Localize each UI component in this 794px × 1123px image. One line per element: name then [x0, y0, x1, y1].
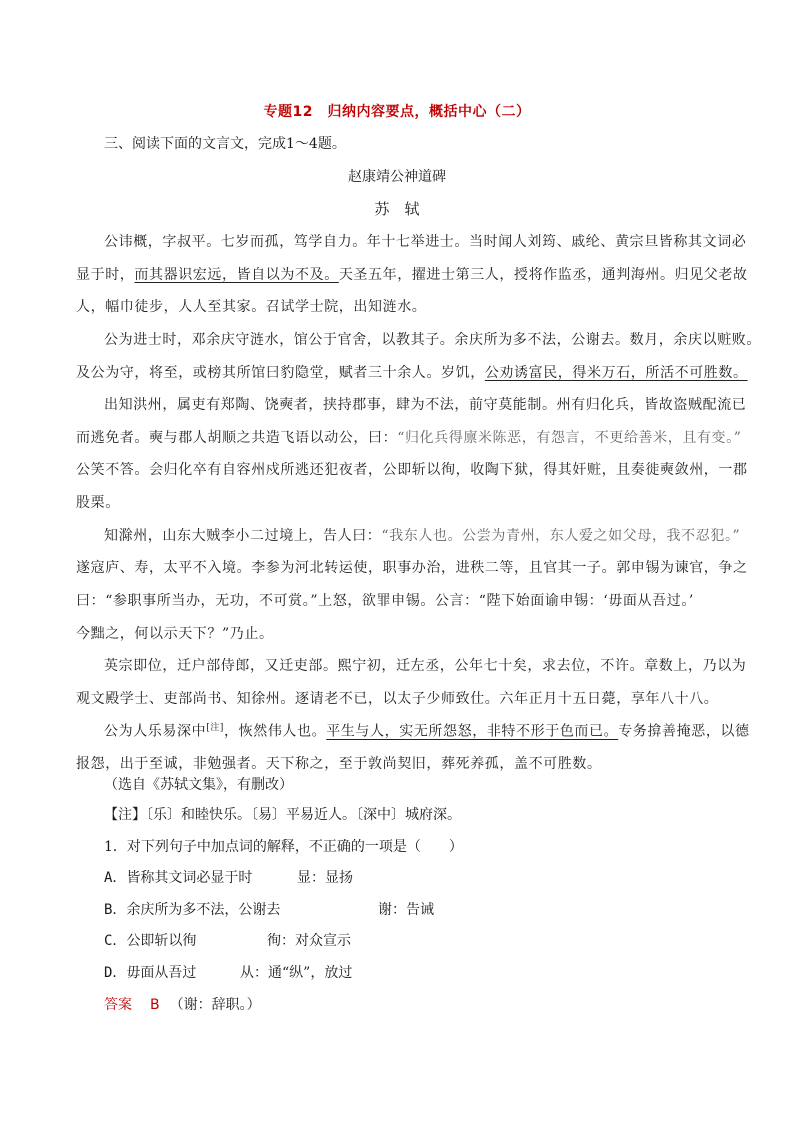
paragraph-text: 公笑不答。会归化卒有自容州戍所逃还犯夜者，公即斩以徇，收陶下狱，得其奸赃，且奏徙奭敛州，一郡	[76, 462, 748, 478]
paragraph-4-line-4	[76, 623, 716, 643]
paragraph-text: 英宗即位，迁户部侍郎，又迁吏部。熙宁初，迁左丞，公年七十矣，求去位，不许。章数上，乃以为	[104, 658, 747, 674]
paragraph-text: 股栗。	[76, 495, 120, 511]
option-letter: D．	[104, 965, 127, 981]
paragraph-text: 曰：“参职事所当办，无功，不可赏。”上怒，欲罪申锡。公言：“陛下始面谕申锡：‘毋面从吾过。’	[76, 593, 694, 609]
footnote-marker: [注]	[206, 723, 225, 733]
document-title: 专题12 归纳内容要点，概括中心（二）	[263, 104, 531, 120]
paragraph-6-line-1	[104, 720, 750, 741]
paragraph-5-line-2	[76, 688, 719, 708]
essay-author: 苏 轼	[374, 200, 420, 218]
option-d-gloss: 从：通“纵”，放过	[240, 965, 353, 981]
instruction: 三、阅读下面的文言文，完成1～4题。	[104, 136, 346, 152]
paragraph-5-line-1	[104, 655, 747, 675]
paragraph-3-line-4	[76, 492, 716, 512]
option-b	[104, 899, 280, 919]
underlined-sentence: 公劝诱富民，得米万石，所活不可胜数。	[484, 365, 748, 381]
underlined-sentence: 平生与人，实无所怨怒，非特不形于色而已。	[326, 723, 619, 740]
option-sentence: 皆称其文词必显于时	[126, 870, 253, 886]
paragraph-4-line-1	[104, 525, 741, 545]
paragraph-text: 报怨，出于至诚，非勉强者。天下称之，至于敦尚契旧，葬死养孤，盖不可胜数。	[76, 756, 602, 772]
question-1: 1．对下列句子中加点词的解释，不正确的一项是（ ）	[104, 839, 463, 855]
option-a	[104, 867, 252, 887]
footnote: 【注】〔乐〕和睦快乐。〔易〕平易近人。〔深中〕城府深。	[104, 807, 461, 823]
quoted-speech: “归化兵得廪米陈恶，有怨言，不更给善米，且有变。”	[397, 430, 742, 446]
paragraph-3-line-1	[104, 394, 747, 414]
paragraph-3-line-3	[76, 459, 748, 479]
paragraph-text: 及公为守，将至，或榜其所馆曰豹隐堂，赋者三十余人。岁饥，	[76, 365, 485, 381]
option-letter: B．	[104, 902, 127, 918]
source-citation: （选自《苏轼文集》，有删改）	[104, 777, 293, 793]
option-a-gloss: 显：显扬	[297, 870, 353, 886]
paragraph-text: 观文殿学士、吏部尚书、知徐州。逐请老不已，以太子少师致仕。六年正月十五日薨，享年八十八。	[76, 691, 719, 707]
option-letter: C．	[104, 933, 127, 949]
paragraph-1-line-3	[76, 296, 716, 316]
paragraph-text: 公为进士时，邓余庆守涟水，馆公于官舍，以教其子。余庆所为多不法，公谢去。数月，余庆以赃败。	[104, 332, 761, 348]
paragraph-text: 知滁州，山东大贼李小二过境上，告人曰：	[104, 528, 382, 544]
paragraph-4-line-3	[76, 590, 716, 610]
paragraph-1-line-1	[104, 231, 747, 251]
option-d	[104, 962, 196, 982]
option-c-gloss: 徇：对众宣示	[267, 933, 351, 949]
option-c	[104, 930, 196, 950]
option-sentence: 毋面从吾过	[126, 965, 197, 981]
answer-line	[104, 994, 261, 1014]
paragraph-text: 而逃免者。奭与郡人胡顺之共造飞语以动公，曰：	[76, 430, 398, 446]
paragraph-text: 人，幅巾徒步，人人至其家。召试学士院，出知涟水。	[76, 299, 427, 315]
paragraph-text: 公讳概，字叔平。七岁而孤，笃学自力。年十七举进士。当时闻人刘筠、戚纶、黄宗旦皆称其文词必	[104, 234, 747, 250]
option-b-gloss: 谢：告诫	[378, 902, 434, 918]
paragraph-text: 出知洪州，属吏有郑陶、饶奭者，挟持郡事，肆为不法，前守莫能制。州有归化兵，皆故盗贼配流已	[104, 397, 747, 413]
paragraph-text: 遂寇庐、寿，太平不入境。李参为河北转运使，职事办治，进秩二等，且官其一子。郭申锡为谏官，争之	[76, 560, 748, 576]
quoted-speech: “我东人也。公尝为青州，东人爱之如父母，我不忍犯。”	[381, 528, 741, 544]
paragraph-text: 公为人乐易深中	[104, 723, 207, 740]
essay-title: 赵康靖公神道碑	[348, 169, 446, 185]
paragraph-text: 显于时，	[76, 267, 135, 283]
paragraph-6-line-2	[76, 753, 716, 773]
option-letter: A．	[104, 870, 127, 886]
paragraph-text: 今黜之，何以示天下？”乃止。	[76, 626, 274, 642]
paragraph-text: 天圣五年，擢进士第三人，授将作监丞，通判海州。归见父老故	[338, 267, 748, 283]
paragraph-text: 专务揜善掩恶，以德	[618, 723, 750, 740]
option-sentence: 余庆所为多不法，公谢去	[126, 902, 281, 918]
paragraph-2-line-2	[76, 362, 748, 382]
paragraph-2-line-1	[104, 329, 761, 349]
answer-explanation: （谢：辞职。）	[169, 997, 261, 1013]
paragraph-text: ，恢然伟人也。	[224, 723, 327, 740]
paragraph-3-line-2	[76, 427, 742, 447]
answer-label: 答案	[104, 997, 132, 1013]
underlined-sentence: 而其器识宏远，皆自以为不及。	[134, 267, 339, 283]
paragraph-1-line-2	[76, 264, 748, 284]
paragraph-4-line-2	[76, 557, 748, 577]
answer-value: B	[150, 997, 160, 1013]
option-sentence: 公即斩以徇	[126, 933, 197, 949]
